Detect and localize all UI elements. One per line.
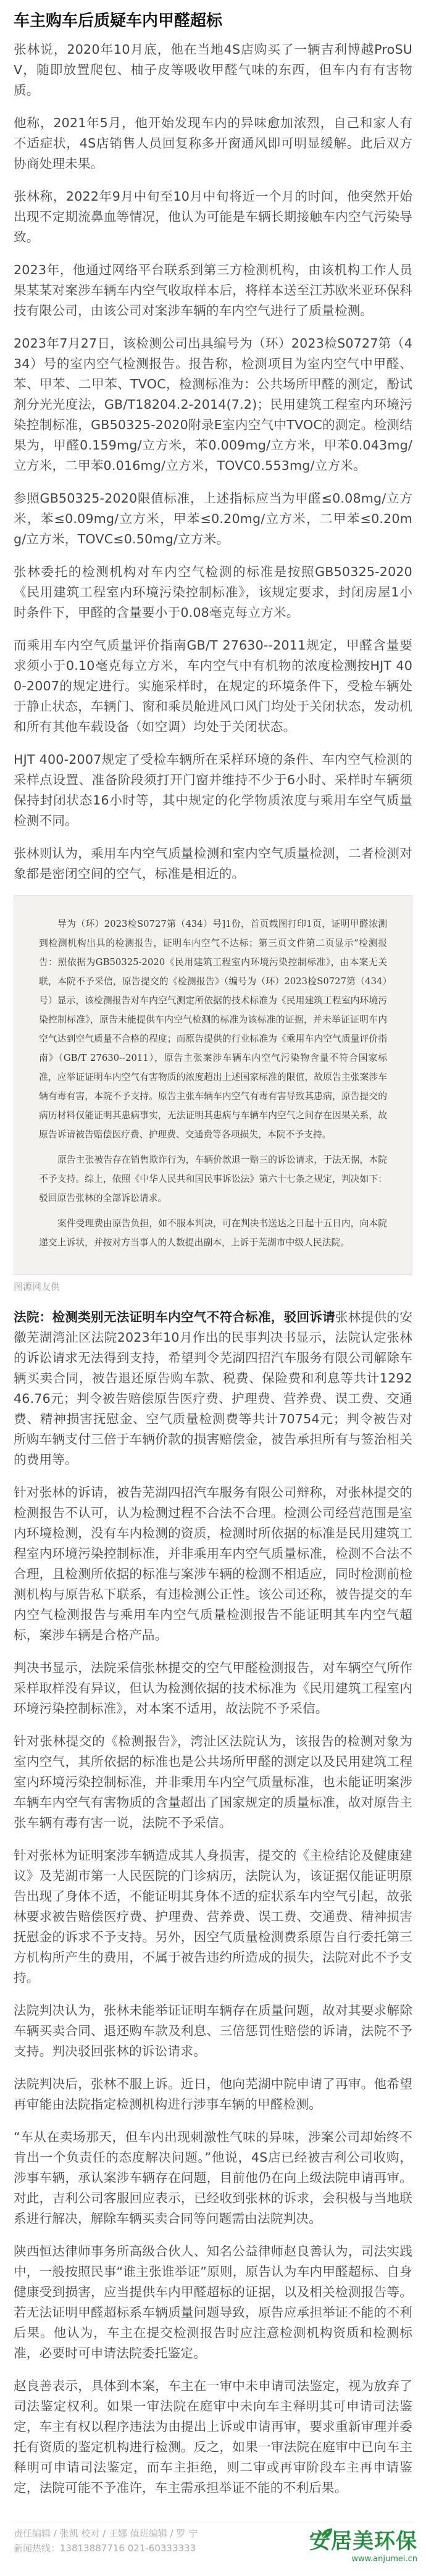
court-document-image xyxy=(14,895,412,1275)
document-text-3: 案件受理费由原告负担，如不服本判决，可在判决书送达之日起十五日内，向本院递交上诉状，并按对方当事人的人数提出副本，上诉于芜湖市中级人民法院。 xyxy=(39,1218,387,1248)
image-caption: 图源网友供 xyxy=(14,1281,61,1292)
article-headline: 车主购车后质疑车内甲醛超标 xyxy=(14,12,223,30)
article-paragraph-3: 张林称，2022年9月中旬至10月中旬将近一个月的时间，他突然开始出现不定期流鼻血等情况，他认为可能是车辆长期接触车内空气污染导致。 xyxy=(14,189,412,245)
article-paragraph-8: 而乘用车内空气质量评价指南GB/T 27630--2011规定，甲醛含量要求须小于0.10毫克每立方米，车内空气中有机物的浓度检测按HJT 400-2007的规定进行。实施采样时，在规定的环境条件下，受检车辆处于静止状态，车辆门、窗和乘员舱进风口风门均处于关闭状态，发动机和所有其他车载设备（如空调）均处于关闭状态。 xyxy=(14,638,412,734)
article-paragraph-4: 2023年，他通过网络平台联系到第三方检测机构，由该机构工作人员果某某对案涉车辆车内空气收取样本后，将样本送至江苏欧米亚环保科技有限公司，由该公司对案涉车辆的车内空气进行了质量检测。 xyxy=(14,262,412,318)
court-paragraph-7: 法院判决后，张林不服上诉。近日，他向芜湖中院申请了再审。他希望再审能由法院指定检测机构进行涉事车辆的甲醛检测。 xyxy=(14,2076,412,2112)
document-text-2: 原告主张被告存在销售欺诈行为，车辆价款退一赔三的诉讼请求，于法无据，本院不予支持。综上，依照《中华人民共和国民事诉讼法》第六十七条之规定，判决如下：驳回原告张林的全部诉讼请求。 xyxy=(39,1155,387,1203)
court-paragraph-4: 针对张林提交的《检测报告》，湾沚区法院认为，该报告的检测对象为室内空气，其所依据的标准也是公共场所甲醛的测定以及民用建筑工程室内环境污染控制标准，并非乘用车内空气质量标准，也未能证明案涉车辆车内空气有害物质的含量超出了国家规定的质量标准，故对原告主张车辆有毒有害一说，法院不予采信。 xyxy=(14,1734,412,1830)
court-paragraph-3: 判决书显示，法院采信张林提交的空气甲醛检测报告，对车辆空气所作采样取样没有异议，但认为检测依据的技术标准为《民用建筑工程室内环境污染控制标准》，对本案不适用，故法院不予采信。 xyxy=(14,1660,412,1716)
article-paragraph-6: 参照GB50325-2020限值标准，上述指标应当为甲醛≤0.08mg/立方米，苯≤0.09mg/立方米，甲苯≤0.20mg/立方米，二甲苯≤0.20mg/立方米，TOVC≤0.50mg/立方米。 xyxy=(14,491,412,546)
court-paragraph-5: 针对张林为证明案涉车辆造成其人身损害，提交的《主检结论及健康建议》及芜湖市第一人民医院的门诊病历，法院认为，该证据仅能证明原告出现了身体不适，不能证明其身体不适的症状系车内空气引起，故张林要求被告赔偿医疗费、护理费、营养费、误工费、交通费、精神损害抚慰金的诉求不予支持。另外，因空气质量检测费系原告自行委托第三方机构所产生的费用，不属于被告违约所造成的损失，法院对此不予支持。 xyxy=(14,1848,412,1985)
court-paragraph-2: 针对张林的诉请，被告芜湖四招汽车服务有限公司辩称，对张林提交的检测报告不认可，认为检测过程不合法不合理。检测公司经营范围是室内环境检测，没有车内检测的资质，检测时所依据的标准是民用建筑工程室内环境污染控制标准，并非乘用车内空气质量标准，检测不合法不合理，且检测所依据的标准与案涉车辆的检测不相适应，同时检测前检测机构与原告私下联系，有违检测公正性。该公司还称，被告提交的车内空气检测报告与乘用车内空气质量检测报告不能证明其车内空气超标，案涉车辆是合格产品。 xyxy=(14,1485,412,1642)
article-paragraph-7: 张林委托的检测机构对车内空气检测的标准是按照GB50325-2020《民用建筑工程室内环境污染控制标准》，该规定要求，封闭房屋1小时条件下，甲醛的含量要小于0.08毫克每立方米。 xyxy=(14,564,412,620)
footer-hotline: 新闻热线：13813887716 021-60333333 xyxy=(14,2543,196,2554)
court-paragraph-6: 法院判决认为，张林未能举证证明车辆存在质量问题，故对其要求解除车辆买卖合同、退还购车款及利息、三倍惩罚性赔偿的诉请，法院不予支持。判决驳回张林的诉讼请求。 xyxy=(14,2003,412,2059)
page-footer xyxy=(0,2511,426,2576)
document-text-1: 导为（环）2023检S0727第（434）号]1份，首页载图打印1页，证明甲醛浓测到检测机构出具的检测报告，证明车内空气不达标；第三页文件第二页显示“检测报告：照依据为GB50325-2020《民用建筑工程室内环境污染控制标准》，由本案无关联，本院不予采信，原告提交的《检测报告》（编号为（环）2023检S0727第（434）号）显示，该检测报告对车内空气测定所依据的技术标准为《民用建筑工程室内环境污染控制标准》，原告未能提供车内空气检测的标准为该标准的证据，并未举证证明车内空气达到空气质量不合格的程度；而原告提供的行业标准为《乘用车内空气质量评价指南》（GB/T 27630--2011），原告主张案涉车辆车内空气污染物含量不符合国家标准，应举证证明车内空气有害物质的浓度超出上述国家标准的限值，故原告主张案涉车辆有毒有害，本院不予支持。原告主张车辆车内空气有毒有害导致其患病，原告提交的病历材料仅能证明其患病事实，无法证明其患病与车辆车内空气之间存在因果关系，故原告诉请被告赔偿医疗费、护理费、交通费等各项损失，本院不予支持。 xyxy=(39,919,387,1140)
article-paragraph-10: 张林则认为，乘用车内空气质量检测和室内空气质量检测，二者检测对象都是密闭空间的空气，标准是相近的。 xyxy=(14,846,412,881)
court-paragraph-1 xyxy=(14,1307,412,1470)
court-paragraph-10: 赵良善表示，具体到本案，车主在一审中未申请司法鉴定，视为放弃了司法鉴定权利。如果一审法院在庭审中未向车主释明其可申请司法鉴定，车主有权以程序违法为由提出上诉或申请再审，要求重新审理并委托有资质的鉴定机构进行检测。反之，如果一审法院在庭审中已向车主释明可申请司法鉴定，而车主拒绝，则二审或再审阶段车主再申请鉴定，法院可能不予准许，车主需承担举证不能的不利后果。 xyxy=(14,2378,412,2495)
brand-name: 安居美环保 xyxy=(309,2529,417,2554)
court-section-heading: 法院：检测类别无法证明车内空气不符合标准，驳回诉请 xyxy=(14,1310,335,1324)
article-paragraph-1: 张林说，2020年10月底，他在当地4S店购买了一辆吉利博越ProSUV，随即放置爬包、柚子皮等吸收甲醛气味的东西，但车内有有害物质。 xyxy=(14,42,412,98)
brand-watermark xyxy=(309,2529,417,2565)
article-paragraph-2: 他称，2021年5月，他开始发现车内的异味愈加浓烈，自己和家人有不适症状，4S店销售人员回复称多开窗通风即可明显缓解。此后双方协商处理未果。 xyxy=(14,115,412,171)
brand-url: www.anjumei.cn xyxy=(351,2554,417,2564)
footer-editor-credits: 责任编辑 / 张凯 校对 / 王娜 值班编辑 / 罗 宁 xyxy=(14,2528,198,2539)
court-paragraph-8: “车从在卖场那天，但车内出现刺激性气味的异味，涉案公司却始终不肯出一个负责任的态度解决问题。”他说，4S店已经被吉利公司收购，涉事车辆，承认案涉车辆存在问题，目前他仍在向上级法院申请再审。对此，吉利公司客服回应表示，已经收到张林的诉求，会积极与当地联系进行解决，解除车辆买卖合同等问题需由法院判决。 xyxy=(14,2130,412,2226)
article-paragraph-9: HJT 400-2007规定了受检车辆所在采样环境的条件、车内空气检测的采样点设置、准备阶段须打开门窗并维持不少于6小时、采样时车辆须保持封闭状态16小时等，其中规定的化学物质浓度与乘用车空气质量检测不同。 xyxy=(14,752,412,828)
article-paragraph-5: 2023年7月27日，该检测公司出具编号为（环）2023检S0727第（434）号的室内空气检测报告。报告称，检测项目为室内空气中甲醛、苯、甲苯、二甲苯、TVOC，检测标准为：公共场所甲醛的测定，酚试剂分光光度法，GB/T18204.2-2014(7.2)；民用建筑工程室内环境污染控制标准，GB50325-2020附录E室内空气中TVOC的测定。检测结果为，甲醛0.159mg/立方米，苯0.009mg/立方米，甲苯0.043mg/立方米，二甲苯0.016mg/立方米，TOVC0.553mg/立方米。 xyxy=(14,336,412,473)
court-paragraph-9: 陕西恒达律师事务所高级合伙人、知名公益律师赵良善认为，司法实践中，一般按照民事“谁主张谁举证”原则，原告认为车内甲醛超标、自身健康受到损害，应当提供车内甲醛超标的证据，以及相关检测报告等。若无法证明甲醛超标系车辆质量问题导致，原告应承担举证不能的不利后果。他认为，车主在提交检测报告时应注意检测机构资质和检测标准，必要时可申请法院委托鉴定。 xyxy=(14,2244,412,2361)
court-paragraph-1-body: 张林提供的安徽芜湖湾沚区法院2023年10月作出的民事判决书显示，法院认定张林的诉讼请求无法得到支持，希望判令芜湖四招汽车服务有限公司解除车辆买卖合同，被告退还原告购车款、税费、保险费和利息等共计129246.76元；判令被告赔偿原告医疗费、护理费、营养费、误工费、交通费、精神损害抚慰金、空气质量检测费等共计70754元；判令被告对所购车辆支付三倍于车辆价款的损害赔偿金，被告承担所有与签治相关的费用等。 xyxy=(14,1310,412,1467)
